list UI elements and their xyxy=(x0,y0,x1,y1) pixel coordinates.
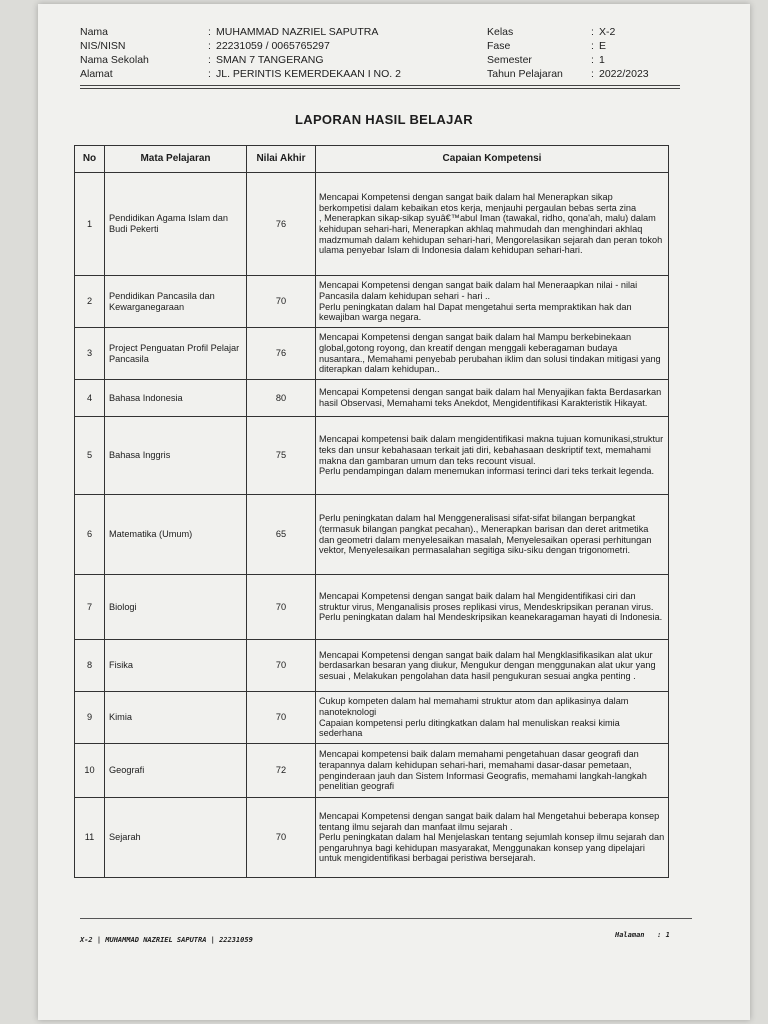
semester-label: Semester xyxy=(487,54,532,66)
nis-label: NIS/NISN xyxy=(80,40,126,52)
row-mapel: Geografi xyxy=(105,744,247,798)
row-capaian: Mencapai Kompetensi dengan sangat baik dalam hal Mengetahui beberapa konsep tentang ilmu sejarah dan manfaat ilmu sejarah . Perlu peningkatan dalam hal Menjelaskan tentang sejumlah konsep ilmu sejarah dan pengaruhnya bagi kehidupan masyarakat, Menggunakan konsep yang dipelajari untuk mengidentifikasi berbagai peristiwa bersejarah. xyxy=(316,798,669,878)
row-no: 10 xyxy=(75,744,105,798)
row-no: 8 xyxy=(75,640,105,692)
halaman-value: : 1 xyxy=(657,931,670,939)
row-capaian: Mencapai Kompetensi dengan sangat baik dalam hal Meneraapkan nilai - nilai Pancasila dalam kehidupan sehari - hari .. Perlu peningkatan dalam hal Dapat mengetahui serta mempraktikan hak dan kewajiban warga negara. xyxy=(316,276,669,328)
header-nilai: Nilai Akhir xyxy=(247,146,316,173)
row-capaian: Mencapai Kompetensi dengan sangat baik dalam hal Mengidentifikasi ciri dan struktur virus, Menganalisis proses replikasi virus, Mendeskripsikan peranan virus. Perlu peningkatan dalam hal Mendeskripsikan keanekaragaman hayati di Indonesia. xyxy=(316,575,669,640)
row-mapel: Pendidikan Pancasila dan Kewarganegaraan xyxy=(105,276,247,328)
footer-student: X-2 | MUHAMMAD NAZRIEL SAPUTRA | 22231059 xyxy=(80,936,253,944)
kelas-label: Kelas xyxy=(487,26,514,38)
table-row xyxy=(75,495,669,575)
table-row xyxy=(75,380,669,417)
row-capaian: Cukup kompeten dalam hal memahami struktur atom dan aplikasinya dalam nanoteknologi Capaian kompetensi perlu ditingkatkan dalam hal menuliskan reaksi kimia sederhana xyxy=(316,692,669,744)
row-mapel: Kimia xyxy=(105,692,247,744)
class-info: Kelas : X-2 Fase : E Semester : 1 Tahun Pelajaran : 2022/2023 xyxy=(487,26,649,80)
row-nilai: 70 xyxy=(247,276,316,328)
row-mapel: Biologi xyxy=(105,575,247,640)
nama-value: MUHAMMAD NAZRIEL SAPUTRA xyxy=(216,26,379,38)
row-no: 9 xyxy=(75,692,105,744)
row-capaian: Mencapai Kompetensi dengan sangat baik dalam hal Mampu berkebinekaan global,gotong royong, dan kreatif dengan menggali keberagaman budaya nusantara., Memahami penyebab perubahan iklim dan solusi tindakan mitigasi yang diterapkan dalam kehidupan.. xyxy=(316,328,669,380)
tahun-label: Tahun Pelajaran xyxy=(487,68,563,80)
row-capaian: Mencapai kompetensi baik dalam mengidentifikasi makna tujuan komunikasi,struktur teks dan unsur kebahasaan terkait jati diri, kebahasaan deskriptif text, memahami makna dan gambaran umum dan teks recount visual. Perlu pendampingan dalam menemukan informasi terinci dari teks terkait legenda. xyxy=(316,417,669,495)
row-nilai: 80 xyxy=(247,380,316,417)
header-mapel: Mata Pelajaran xyxy=(105,146,247,173)
table-row xyxy=(75,744,669,798)
table-row xyxy=(75,640,669,692)
row-capaian: Perlu peningkatan dalam hal Menggeneralisasi sifat-sifat bilangan berpangkat (termasuk bilangan pangkat pecahan)., Menerapkan barisan dan deret aritmetika dan geometri dalam menyelesaikan masalah, Menyelesaikan operasi perhitungan vektor, Menyelesaikan permasalahan segitiga siku-siku dengan trigonometri. xyxy=(316,495,669,575)
semester-value: 1 xyxy=(599,54,605,66)
halaman-label: Halaman xyxy=(615,931,645,939)
fase-value: E xyxy=(599,40,607,52)
table-row xyxy=(75,417,669,495)
row-no: 7 xyxy=(75,575,105,640)
header-no: No xyxy=(75,146,105,173)
header-capaian: Capaian Kompetensi xyxy=(316,146,669,173)
table-row xyxy=(75,798,669,878)
kelas-value: X-2 xyxy=(599,26,616,38)
alamat-value: JL. PERINTIS KEMERDEKAAN I NO. 2 xyxy=(216,68,401,80)
student-info: Nama : MUHAMMAD NAZRIEL SAPUTRA NIS/NISN : 22231059 / 0065765297 Nama Sekolah : SMAN 7 TANGERANG Alamat : JL. PERINTIS KEMERDEKAAN I NO. 2 xyxy=(80,26,401,80)
row-mapel: Sejarah xyxy=(105,798,247,878)
row-nilai: 76 xyxy=(247,173,316,276)
row-no: 6 xyxy=(75,495,105,575)
row-capaian: Mencapai Kompetensi dengan sangat baik dalam hal Menyajikan fakta Berdasarkan hasil Observasi, Memahami teks Anekdot, Mengidentifikasi Karakteristik Hikayat. xyxy=(316,380,669,417)
nama-label: Nama xyxy=(80,26,109,38)
row-mapel: Pendidikan Agama Islam dan Budi Pekerti xyxy=(105,173,247,276)
row-mapel: Project Penguatan Profil Pelajar Pancasila xyxy=(105,328,247,380)
row-mapel: Bahasa Inggris xyxy=(105,417,247,495)
sekolah-value: SMAN 7 TANGERANG xyxy=(216,54,324,66)
row-capaian: Mencapai kompetensi baik dalam memahami pengetahuan dasar geografi dan terapannya dalam kehidupan sehari-hari, memahami dasar-dasar pemetaan, penginderaan jauh dan Sistem Informasi Geografis, memahami langkah-langkah penelitian geografi xyxy=(316,744,669,798)
row-no: 1 xyxy=(75,173,105,276)
tahun-value: 2022/2023 xyxy=(599,68,649,80)
row-no: 2 xyxy=(75,276,105,328)
row-mapel: Fisika xyxy=(105,640,247,692)
row-nilai: 70 xyxy=(247,640,316,692)
row-capaian: Mencapai Kompetensi dengan sangat baik dalam hal Mengklasifikasikan alat ukur berdasarkan besaran yang diukur, Mengukur dengan menggunakan alat ukur yang sesuai , Melakukan pengolahan data hasil pengukuran sesuai angka penting . xyxy=(316,640,669,692)
row-capaian: Mencapai Kompetensi dengan sangat baik dalam hal Menerapkan sikap berkompetisi dalam kebaikan etos kerja, menjauhi pergaulan bebas serta zina , Menerapkan sikap-sikap syuâ€™abul Iman (tawakal, ridho, qona'ah, malu) dalam kehidupan sehari-hari, Menerapkan akhlaq mahmudah dan menghindari akhlaq madzmumah dalam kehidupan sehari-hari, Mengorelasikan sejarah dan peran tokoh ulama penyebar Islam di Indonesia dalam kehidupan sehari-hari. xyxy=(316,173,669,276)
sekolah-label: Nama Sekolah xyxy=(80,54,149,66)
row-nilai: 72 xyxy=(247,744,316,798)
row-nilai: 65 xyxy=(247,495,316,575)
table-row xyxy=(75,692,669,744)
row-no: 3 xyxy=(75,328,105,380)
table-row xyxy=(75,276,669,328)
nis-value: 22231059 / 0065765297 xyxy=(216,40,330,52)
table-header-row xyxy=(75,146,669,173)
row-no: 4 xyxy=(75,380,105,417)
row-nilai: 76 xyxy=(247,328,316,380)
row-nilai: 70 xyxy=(247,575,316,640)
report-title: LAPORAN HASIL BELAJAR xyxy=(295,112,473,127)
table-row xyxy=(75,173,669,276)
header-divider-double xyxy=(80,88,680,89)
row-nilai: 70 xyxy=(247,798,316,878)
row-mapel: Matematika (Umum) xyxy=(105,495,247,575)
row-no: 5 xyxy=(75,417,105,495)
grades-table xyxy=(74,145,669,878)
footer-divider xyxy=(80,918,692,919)
row-no: 11 xyxy=(75,798,105,878)
fase-label: Fase xyxy=(487,40,511,52)
row-nilai: 70 xyxy=(247,692,316,744)
header-divider xyxy=(80,85,680,86)
alamat-label: Alamat xyxy=(80,68,113,80)
table-row xyxy=(75,575,669,640)
table-row xyxy=(75,328,669,380)
row-mapel: Bahasa Indonesia xyxy=(105,380,247,417)
footer-page xyxy=(615,931,670,939)
row-nilai: 75 xyxy=(247,417,316,495)
